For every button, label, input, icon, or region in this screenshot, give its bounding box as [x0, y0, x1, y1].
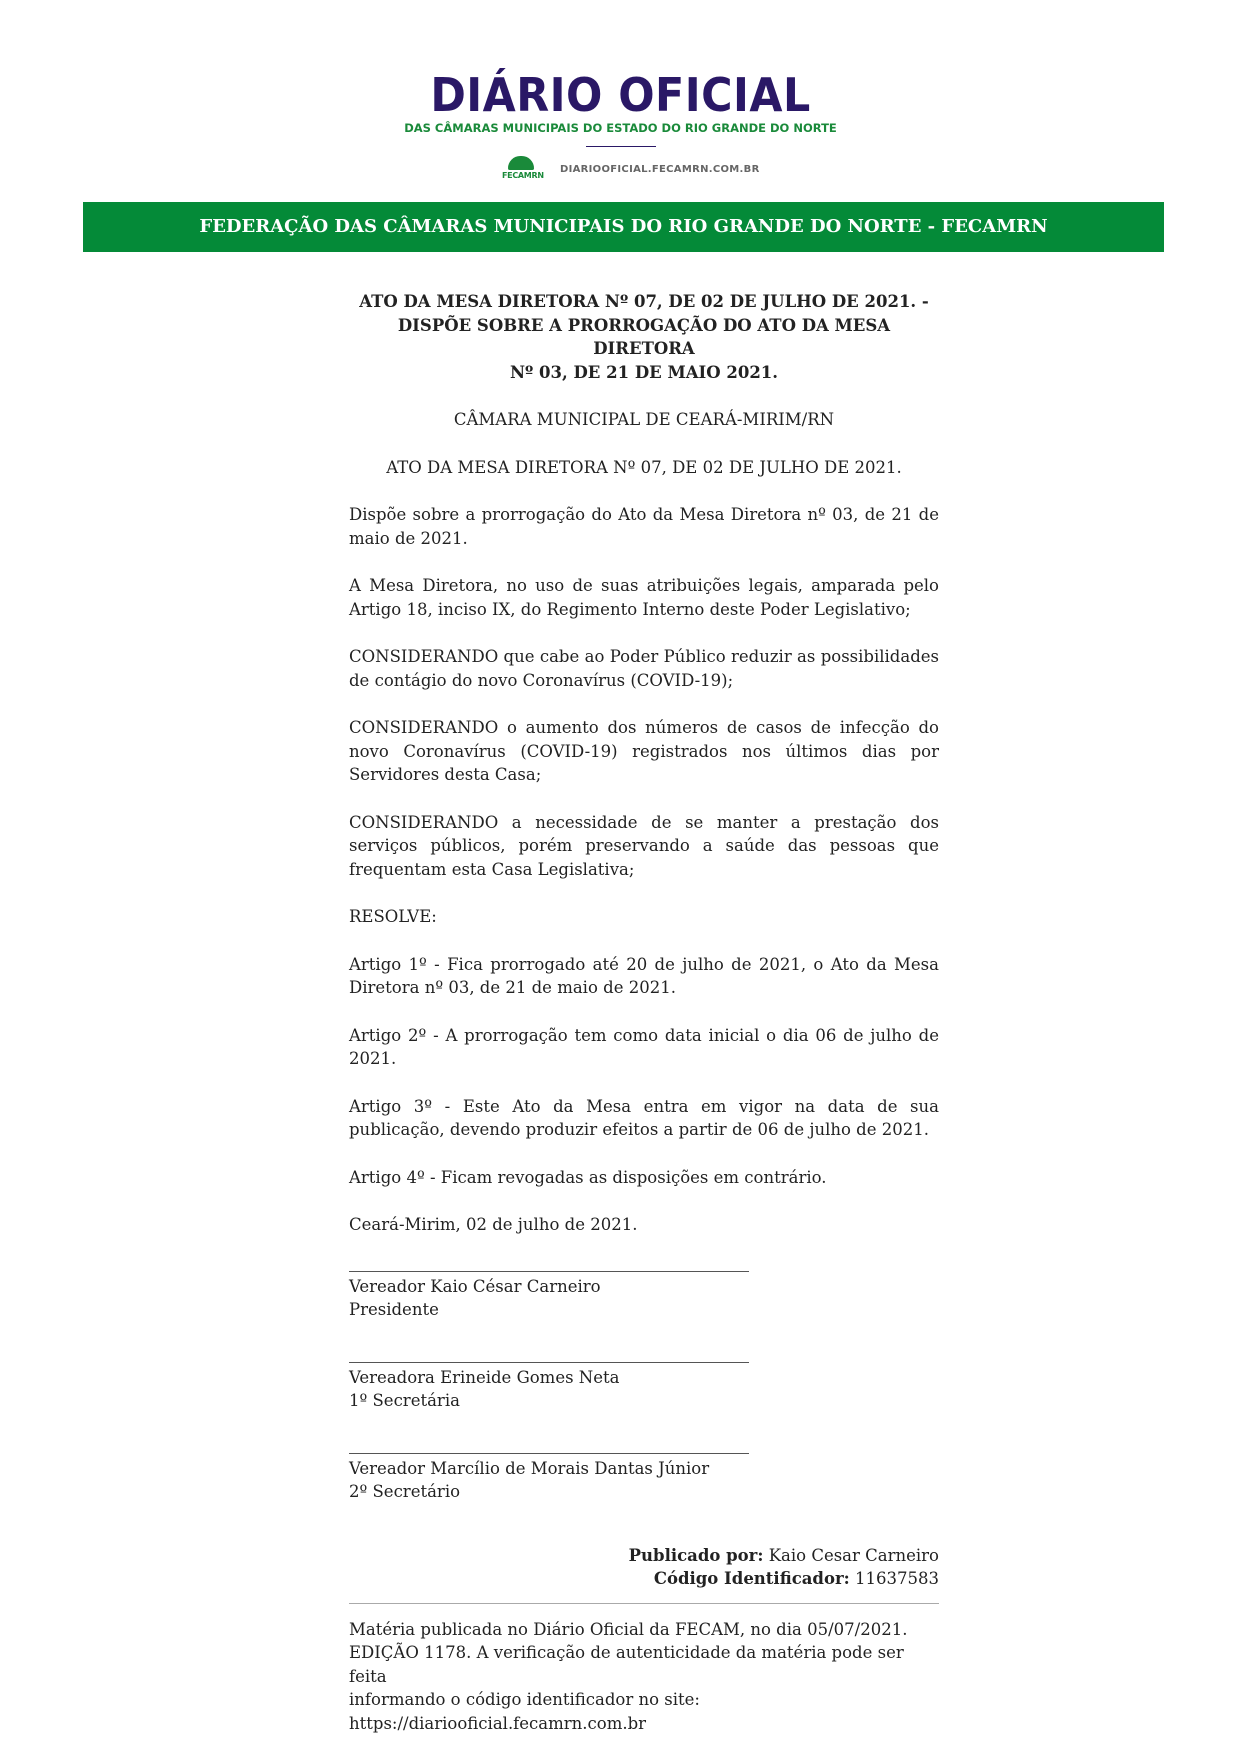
signer-role: 1º Secretária [349, 1391, 460, 1410]
paragraph: CONSIDERANDO que cabe ao Poder Público reduzir as possibilidades de contágio do novo Coronavírus (COVID-19); [349, 647, 939, 690]
masthead [0, 70, 1241, 147]
published-by-value: Kaio Cesar Carneiro [768, 1545, 939, 1565]
signer-name: Vereador Marcílio de Morais Dantas Júnior [349, 1458, 710, 1478]
footer-divider [349, 1603, 939, 1604]
signature-block [349, 1271, 939, 1322]
signature-block [349, 1453, 939, 1504]
published-by-label: Publicado por: [628, 1545, 764, 1565]
signer-name: Vereador Kaio César Carneiro [349, 1276, 601, 1296]
footer-note [349, 1618, 939, 1736]
masthead-subtitle: DAS CÂMARAS MUNICIPAIS DO ESTADO DO RIO GRANDE DO NORTE [404, 121, 837, 135]
paragraph: Dispõe sobre a prorrogação do Ato da Mesa Diretora nº 03, de 21 de maio de 2021. [349, 505, 939, 548]
title-line: ATO DA MESA DIRETORA Nº 07, DE 02 DE JULHO DE 2021. - [359, 292, 929, 311]
fecamrn-logo-text: FECAMRN [502, 171, 544, 180]
footer-line: Matéria publicada no Diário Oficial da FECAM, no dia 05/07/2021. [349, 1619, 908, 1639]
paragraph: CONSIDERANDO o aumento dos números de casos de infecção do novo Coronavírus (COVID-19) registrados nos últimos dias por Servidores desta Casa; [349, 718, 939, 784]
code-label: Código Identificador: [653, 1569, 850, 1588]
paragraph: CONSIDERANDO a necessidade de se manter a prestação dos serviços públicos, porém preservando a saúde das pessoas que frequentam esta Casa Legislativa; [349, 812, 939, 879]
document-title [349, 290, 939, 384]
signature-line [349, 1453, 749, 1454]
fecamrn-logo-icon [508, 156, 534, 170]
signer-role: Presidente [349, 1300, 439, 1319]
footer-link[interactable]: https://diariooficial.fecamrn.com.br [349, 1713, 647, 1733]
code-value: 11637583 [855, 1569, 939, 1588]
paragraph: A Mesa Diretora, no uso de suas atribuições legais, amparada pelo Artigo 18, inciso IX, do Regimento Interno deste Poder Legislativo; [349, 576, 939, 619]
footer-line: EDIÇÃO 1178. A verificação de autenticidade da matéria pode ser feita [349, 1643, 904, 1686]
paragraph: Ceará-Mirim, 02 de julho de 2021. [349, 1215, 638, 1234]
footer-line: informando o código identificador no site: [349, 1690, 700, 1709]
title-line: DISPÕE SOBRE A PRORROGAÇÃO DO ATO DA MESA DIRETORA [397, 315, 891, 358]
signer-name: Vereadora Erineide Gomes Neta [349, 1367, 620, 1387]
paragraph: Artigo 3º - Este Ato da Mesa entra em vigor na data de sua publicação, devendo produzir efeitos a partir de 06 de julho de 2021. [349, 1096, 939, 1139]
masthead-brand-row [502, 156, 760, 182]
signature-block [349, 1362, 939, 1413]
paragraph: Artigo 1º - Fica prorrogado até 20 de julho de 2021, o Ato da Mesa Diretora nº 03, de 21 de maio de 2021. [349, 954, 939, 997]
signature-line [349, 1271, 749, 1272]
masthead-title: DIÁRIO OFICIAL [430, 68, 811, 122]
publication-info [349, 1544, 939, 1591]
masthead-site-url: DIARIOOFICIAL.FECAMRN.COM.BR [560, 163, 760, 175]
document-body [349, 290, 939, 1735]
masthead-divider [586, 146, 656, 147]
fecamrn-logo [502, 156, 542, 182]
paragraph: Artigo 4º - Ficam revogadas as disposições em contrário. [349, 1167, 827, 1187]
signer-role: 2º Secretário [349, 1482, 461, 1501]
chamber-name: CÂMARA MUNICIPAL DE CEARÁ-MIRIM/RN [453, 410, 835, 429]
paragraph: RESOLVE: [349, 907, 437, 926]
title-line: Nº 03, DE 21 DE MAIO 2021. [509, 362, 779, 382]
paragraph: Artigo 2º - A prorrogação tem como data inicial o dia 06 de julho de 2021. [349, 1025, 939, 1068]
signature-line [349, 1362, 749, 1363]
act-heading: ATO DA MESA DIRETORA Nº 07, DE 02 DE JULHO DE 2021. [386, 457, 902, 477]
federation-banner: FEDERAÇÃO DAS CÂMARAS MUNICIPAIS DO RIO GRANDE DO NORTE - FECAMRN [83, 202, 1164, 252]
